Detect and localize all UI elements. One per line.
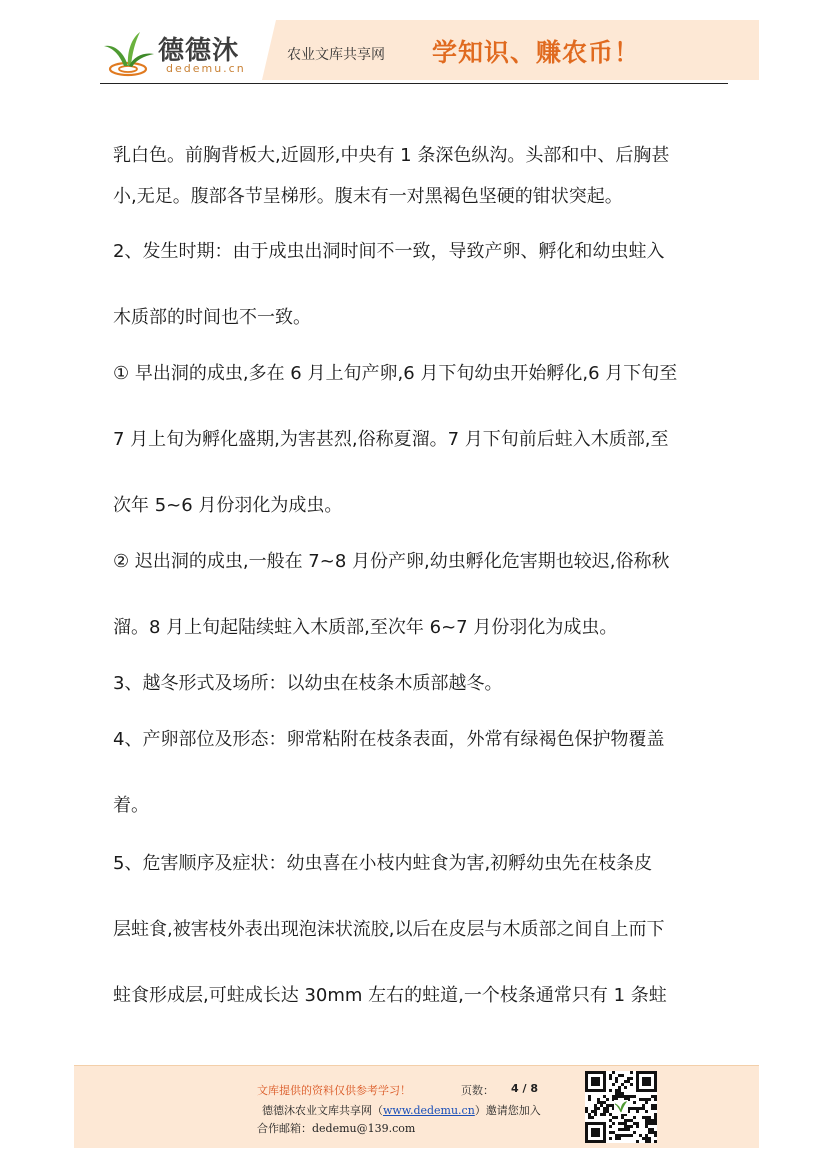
site-name: 农业文库共享网 — [287, 47, 385, 63]
body-line: 2、发生时期：由于成虫出洞时间不一致，导致产卵、孵化和幼虫蛀入 — [113, 241, 665, 262]
body-line: 着。 — [113, 795, 149, 816]
footer-site-prefix: 德德沐农业文库共享网（ — [262, 1104, 383, 1117]
body-line: 7 月上旬为孵化盛期,为害甚烈,俗称夏溜。7 月下旬前后蛀入木质部,至 — [113, 429, 669, 450]
body-line: 层蛀食,被害枝外表出现泡沫状流胶,以后在皮层与木质部之间自上而下 — [113, 919, 665, 940]
brand-name: 德德沐 — [158, 36, 240, 66]
footer-site-line — [262, 1102, 541, 1118]
body-line: 蛀食形成层,可蛀成长达 30mm 左右的蛀道,一个枝条通常只有 1 条蛀 — [113, 985, 667, 1006]
qr-code-icon — [585, 1071, 657, 1143]
page-header — [0, 0, 827, 86]
body-line: 溜。8 月上旬起陆续蛀入木质部,至次年 6~7 月份羽化为成虫。 — [113, 617, 618, 638]
footer-notice: 文库提供的资料仅供参考学习！ — [257, 1084, 411, 1097]
body-line: 5、危害顺序及症状：幼虫喜在小枝内蛀食为害,初孵幼虫先在枝条皮 — [113, 853, 653, 874]
page-count: 4 / 8 — [511, 1082, 538, 1095]
footer-contact: 合作邮箱：dedemu@139.com — [257, 1122, 416, 1135]
page-count-label: 页数： — [461, 1084, 494, 1097]
brand-domain: dedemu.cn — [166, 62, 246, 75]
body-line: 乳白色。前胸背板大,近圆形,中央有 1 条深色纵沟。头部和中、后胸甚 — [113, 145, 670, 166]
footer-site-suffix: ）邀请您加入 — [474, 1104, 541, 1117]
body-line: 次年 5~6 月份羽化为成虫。 — [113, 495, 343, 516]
body-line: ① 早出洞的成虫,多在 6 月上旬产卵,6 月下旬幼虫开始孵化,6 月下旬至 — [113, 363, 678, 384]
header-divider — [100, 83, 728, 84]
page-footer — [74, 1065, 759, 1148]
header-slogan: 学知识、赚农币！ — [432, 38, 641, 67]
body-line: ② 迟出洞的成虫,一般在 7~8 月份产卵,幼虫孵化危害期也较迟,俗称秋 — [113, 551, 670, 572]
body-line: 4、产卵部位及形态：卵常粘附在枝条表面，外常有绿褐色保护物覆盖 — [113, 729, 665, 750]
body-line: 3、越冬形式及场所：以幼虫在枝条木质部越冬。 — [113, 673, 503, 694]
site-link[interactable]: www.dedemu.cn — [383, 1104, 475, 1117]
body-line: 木质部的时间也不一致。 — [113, 307, 311, 328]
body-line: 小,无足。腹部各节呈梯形。腹末有一对黑褐色坚硬的钳状突起。 — [113, 186, 623, 207]
